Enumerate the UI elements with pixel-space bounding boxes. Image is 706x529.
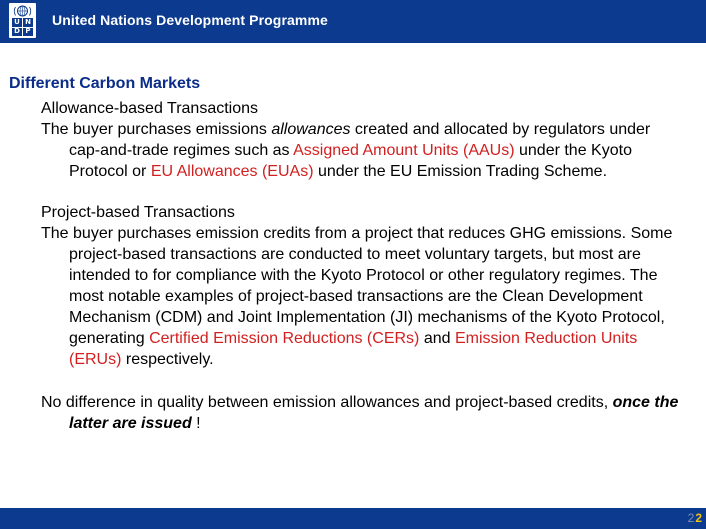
allowance-paragraph: [41, 119, 681, 182]
page-number-value: 2: [695, 511, 702, 525]
conclusion-paragraph: [41, 392, 681, 434]
slide-title: Different Carbon Markets: [9, 75, 201, 92]
text-run: !: [191, 415, 201, 432]
text-run: respectively.: [121, 351, 214, 368]
page-number-shadow: 2: [687, 511, 695, 525]
text-run: under the EU Emission Trading Scheme.: [313, 163, 608, 180]
header-bar: [0, 0, 706, 43]
text-run: No difference in quality between emission allowances and project-based credits,: [41, 394, 613, 411]
project-heading: Project-based Transactions: [41, 204, 235, 221]
logo-letter: D: [12, 28, 22, 37]
text-run: The buyer purchases emissions: [41, 121, 272, 138]
text-run: created and allocated by regulators under cap-and-trade regimes such as: [69, 121, 651, 159]
text-run-italic: allowances: [271, 121, 351, 138]
project-paragraph: [41, 223, 681, 370]
undp-logo: [9, 3, 36, 38]
allowance-heading: Allowance-based Transactions: [41, 100, 259, 117]
organization-name: United Nations Development Programme: [52, 12, 328, 28]
text-run-emphasis: once the latter are issued: [69, 394, 679, 432]
highlight-term: Assigned Amount Units (AAUs): [293, 142, 515, 159]
highlight-term: EU Allowances (EUAs): [150, 163, 314, 180]
highlight-term: Certified Emission Reductions (CERs): [149, 330, 420, 347]
logo-letter: P: [23, 28, 33, 37]
footer-bar: [0, 508, 706, 529]
un-emblem-icon: [12, 5, 33, 17]
text-run: and: [419, 330, 455, 347]
text-run: under the Kyoto Protocol or: [69, 142, 632, 180]
logo-letters: [12, 18, 33, 36]
page-number: [688, 511, 702, 525]
text-run: The buyer purchases emission credits from a project that reduces GHG emissions. Some project-based transactions are conducted to meet voluntary targets, but most are intended to for compliance with the Kyoto Protocol or other regulatory regimes. The most notable examples of project-based transactions are the Clean Development Mechanism (CDM) and Joint Implementation (JI) mechanisms of the Kyoto Protocol, generating: [41, 225, 673, 347]
highlight-term: Emission Reduction Units (ERUs): [69, 330, 638, 368]
logo-letter: U: [12, 18, 22, 27]
slide-body: [41, 98, 681, 434]
spacer: [41, 370, 681, 392]
spacer: [41, 182, 681, 202]
logo-letter: N: [23, 18, 33, 27]
